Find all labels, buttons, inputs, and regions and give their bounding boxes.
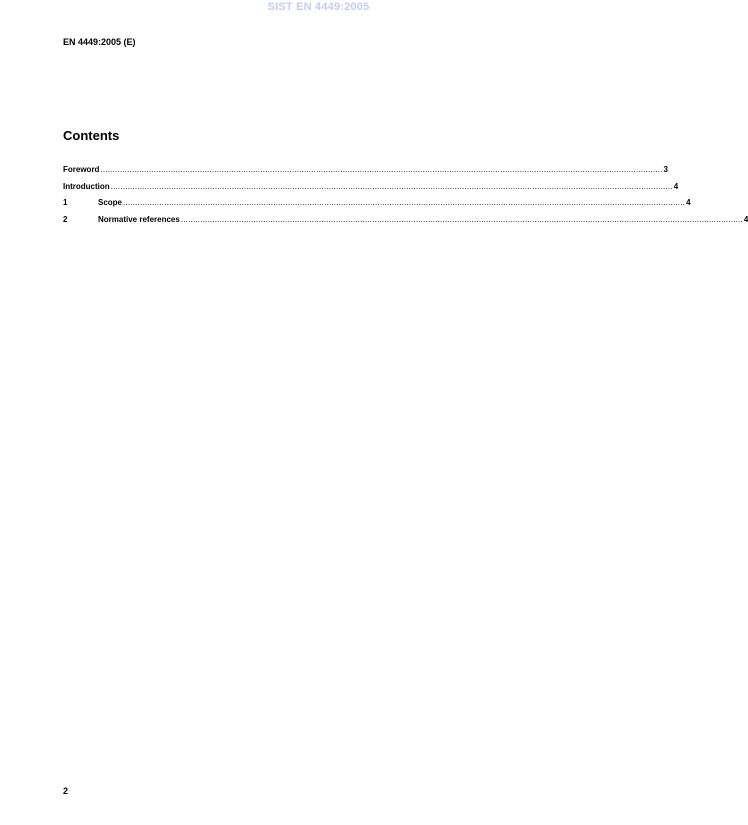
toc-entry-title: Normative references — [98, 214, 180, 224]
toc-entry-page: 4 — [743, 214, 748, 224]
toc-dot-leader: ........................................................................................................................................................................................................................................ — [110, 181, 673, 191]
toc-dot-leader: ........................................................................................................................................................................................................................................ — [123, 198, 686, 207]
toc-entry-scope[interactable] — [63, 198, 691, 215]
toc-entry-number: 2 — [63, 214, 68, 224]
page-number: 2 — [63, 786, 69, 796]
toc-entry-normative-references[interactable] — [63, 214, 748, 232]
toc-entry-title: Introduction — [63, 181, 110, 191]
toc-entry-page: 4 — [686, 198, 691, 207]
toc-entry-title: Foreword — [63, 165, 100, 174]
toc-entry-page: 4 — [673, 181, 679, 191]
table-of-contents — [63, 165, 748, 231]
toc-entry-number: 1 — [63, 198, 68, 207]
toc-dot-leader: ........................................................................................................................................................................................................................................ — [180, 214, 743, 224]
toc-dot-leader: ........................................................................................................................................................................................................................................ — [100, 165, 663, 174]
toc-entry-introduction[interactable] — [63, 181, 679, 199]
document-header-id: EN 4449:2005 (E) — [63, 37, 136, 47]
document-watermark: SIST EN 4449:2005 — [267, 1, 370, 13]
contents-heading: Contents — [63, 128, 120, 143]
toc-entry-page: 3 — [663, 165, 668, 174]
toc-entry-foreword[interactable] — [63, 165, 668, 182]
toc-entry-title: Scope — [98, 198, 123, 207]
